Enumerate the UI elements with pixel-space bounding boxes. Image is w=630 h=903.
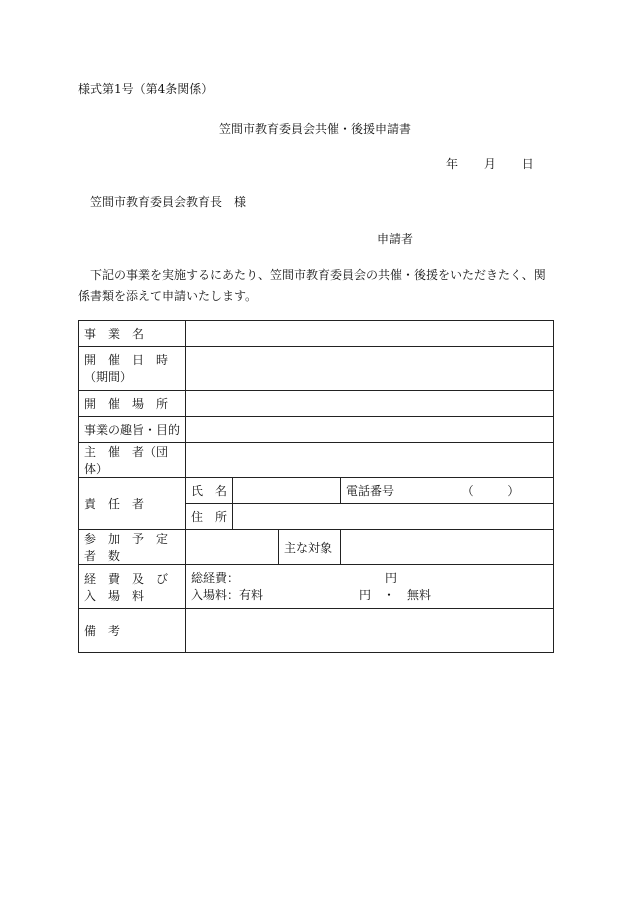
request-body-text: 下記の事業を実施するにあたり、笠間市教育委員会の共催・後援をいただきたく、関係書類を添えて申請いたします。 bbox=[78, 268, 546, 303]
field-phone[interactable]: 電話番号 （ ） bbox=[341, 478, 554, 504]
field-event-name[interactable] bbox=[186, 321, 554, 347]
row-responsible-name bbox=[79, 478, 554, 504]
label-purpose: 事業の趣旨・目的 bbox=[79, 417, 186, 443]
field-costs[interactable]: 総経費： 円 入場料：有料 円 ・ 無料 bbox=[186, 565, 554, 609]
row-purpose bbox=[79, 417, 554, 443]
date-year: 年 bbox=[446, 157, 459, 171]
row-costs bbox=[79, 565, 554, 609]
label-venue: 開 催 場 所 bbox=[79, 391, 186, 417]
field-organizer[interactable] bbox=[186, 443, 554, 478]
applicant-label: 申請者 bbox=[377, 232, 414, 246]
row-notes bbox=[79, 609, 554, 653]
label-dates: 開 催 日 時 （期間） bbox=[79, 347, 186, 391]
form-number: 様式第1号（第4条関係） bbox=[78, 82, 214, 96]
date-month: 月 bbox=[483, 157, 496, 171]
field-purpose[interactable] bbox=[186, 417, 554, 443]
field-venue[interactable] bbox=[186, 391, 554, 417]
label-phone: 電話番号 bbox=[346, 484, 395, 498]
field-participants[interactable] bbox=[186, 530, 279, 565]
label-name: 氏 名 bbox=[186, 478, 233, 504]
row-dates bbox=[79, 347, 554, 391]
label-address: 住 所 bbox=[186, 504, 233, 530]
row-event-name bbox=[79, 321, 554, 347]
label-organizer: 主 催 者（団 体） bbox=[79, 443, 186, 478]
row-venue bbox=[79, 391, 554, 417]
application-form-table bbox=[78, 320, 554, 653]
field-target[interactable] bbox=[341, 530, 554, 565]
row-organizer bbox=[79, 443, 554, 478]
label-target: 主な対象 bbox=[279, 530, 341, 565]
label-event-name: 事 業 名 bbox=[79, 321, 186, 347]
label-notes: 備 考 bbox=[79, 609, 186, 653]
label-costs: 経 費 及 び 入 場 料 bbox=[79, 565, 186, 609]
field-dates[interactable] bbox=[186, 347, 554, 391]
field-address[interactable] bbox=[233, 504, 554, 530]
field-responsible-name[interactable] bbox=[233, 478, 341, 504]
addressee: 笠間市教育委員会教育長 様 bbox=[90, 195, 247, 209]
label-responsible: 責 任 者 bbox=[79, 478, 186, 530]
document-title: 笠間市教育委員会共催・後援申請書 bbox=[218, 122, 411, 136]
field-notes[interactable] bbox=[186, 609, 554, 653]
date-day: 日 bbox=[521, 157, 534, 171]
row-participants bbox=[79, 530, 554, 565]
date-line bbox=[446, 155, 534, 172]
label-participants: 参 加 予 定 者 数 bbox=[79, 530, 186, 565]
